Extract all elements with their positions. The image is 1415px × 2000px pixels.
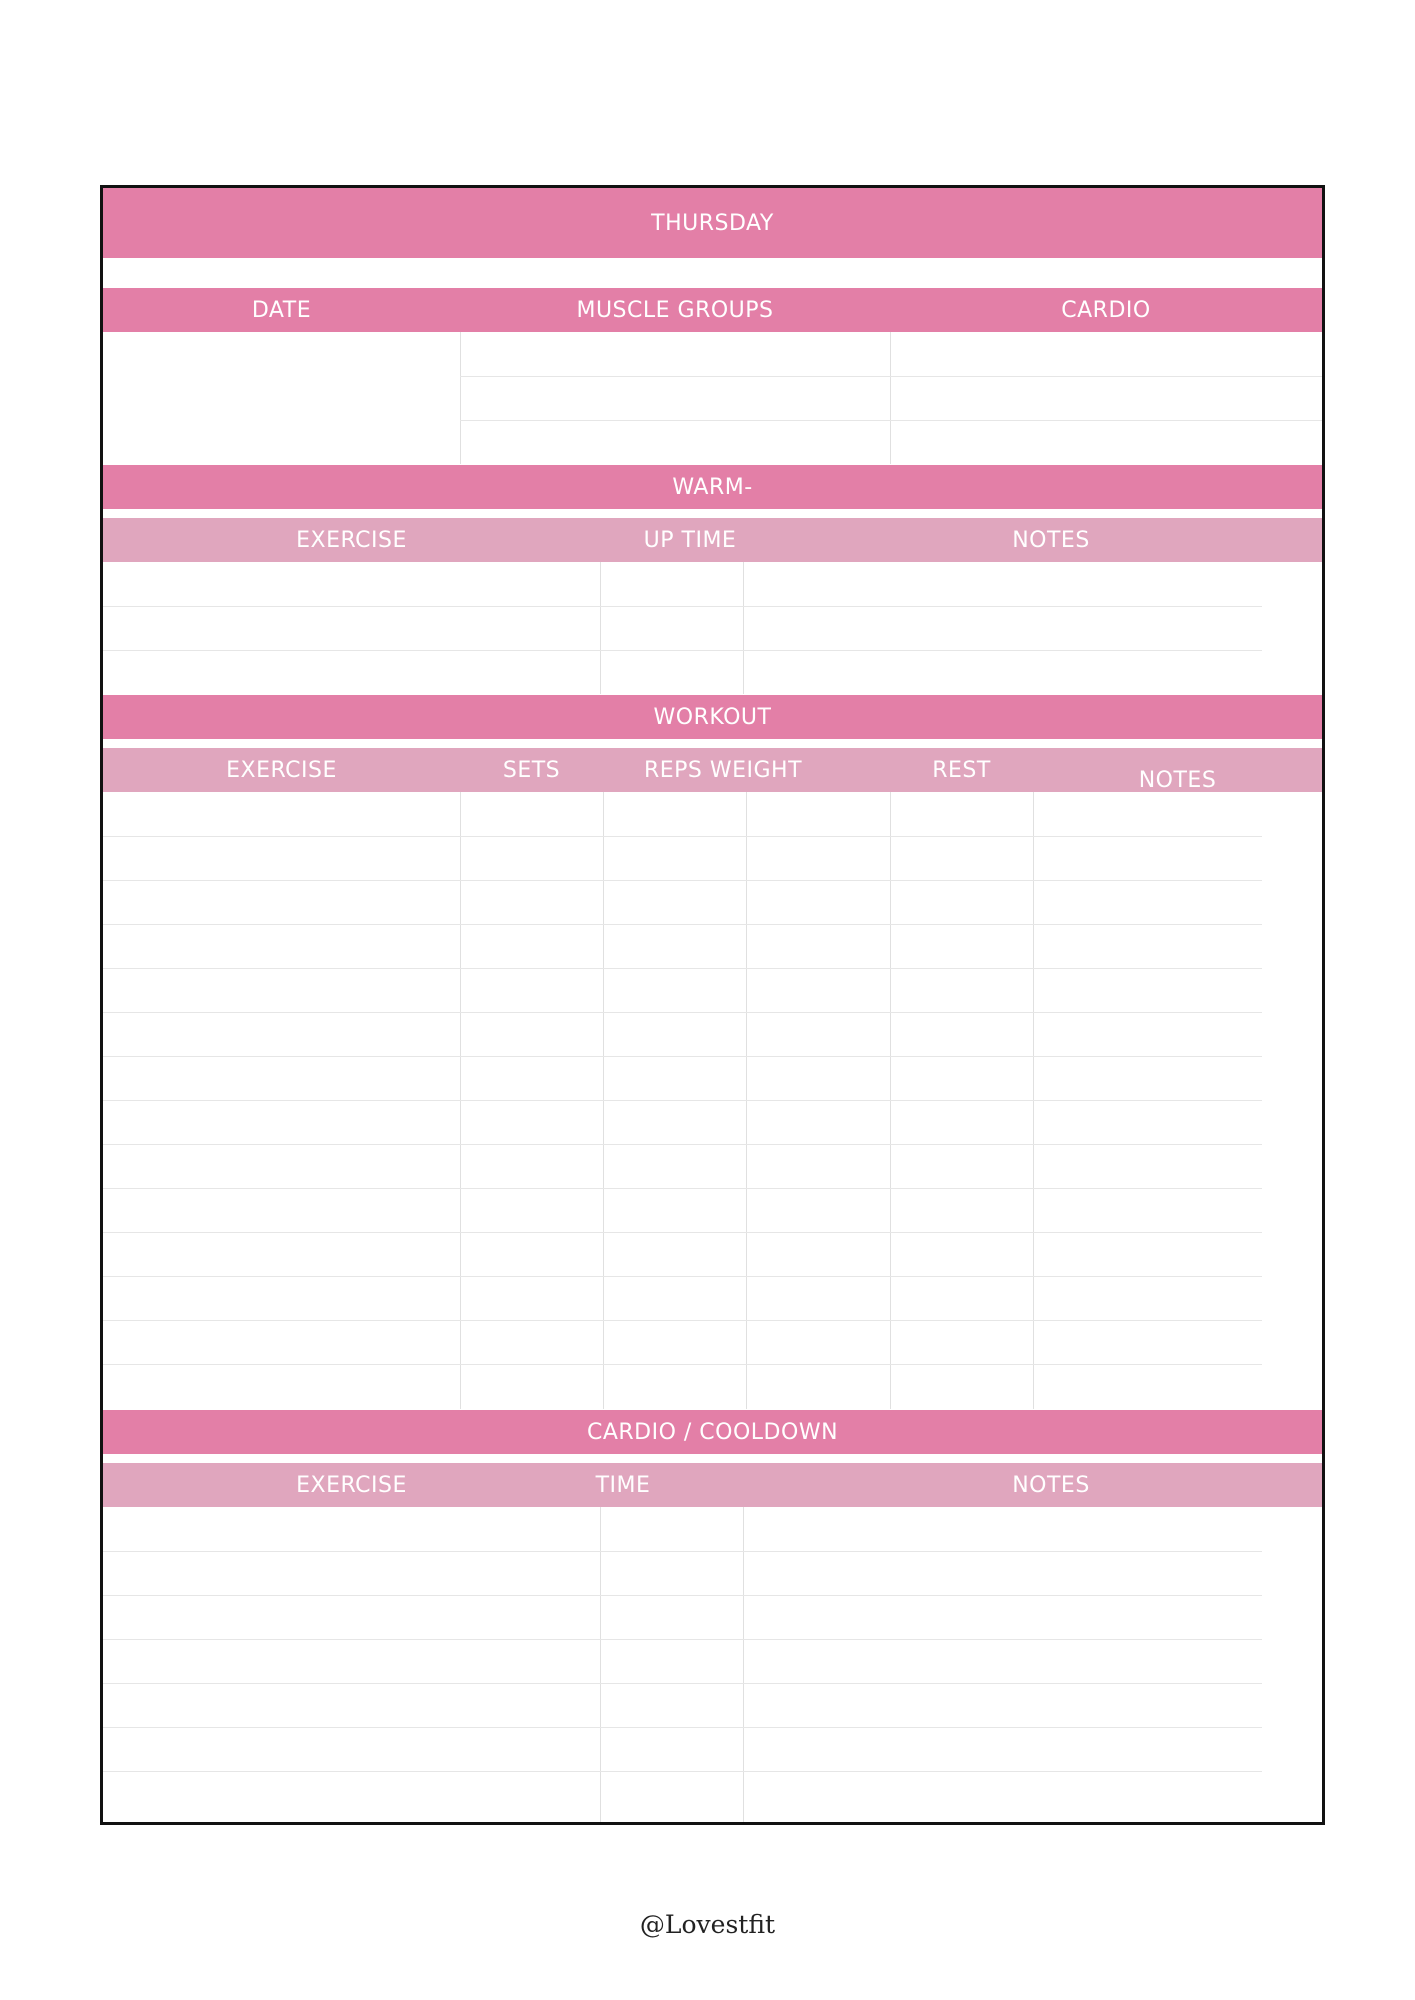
row-line (103, 1364, 1262, 1365)
warmup-grid[interactable] (103, 562, 1322, 694)
row-line (103, 1551, 1262, 1552)
footer-handle: @Lovestfit (639, 1910, 776, 1939)
row-line (103, 1232, 1262, 1233)
cooldown-grid[interactable] (103, 1507, 1322, 1825)
warmup-time-header: UP TIME (643, 527, 737, 553)
row-line (103, 1595, 1262, 1596)
workout-sets-header: SETS (502, 757, 561, 783)
planner-frame (100, 185, 1325, 1825)
info-header-band (103, 288, 1322, 332)
row-line (103, 968, 1262, 969)
warmup-exercise-header: EXERCISE (296, 527, 407, 553)
row-line (103, 650, 1262, 651)
row-line (103, 1771, 1262, 1772)
info-grid[interactable] (103, 332, 1322, 464)
muscle-groups-header: MUSCLE GROUPS (576, 297, 774, 323)
day-title: THURSDAY (651, 210, 774, 236)
row-line (103, 880, 1262, 881)
info-divider (460, 332, 461, 464)
row-line (103, 1144, 1262, 1145)
cardio-header: CARDIO (1061, 297, 1151, 323)
warmup-header-band (103, 518, 1322, 562)
cooldown-time-header: TIME (595, 1472, 651, 1498)
workout-reps-weight-header: REPS WEIGHT (643, 757, 803, 783)
date-header: DATE (251, 297, 312, 323)
warmup-title: WARM- (672, 474, 753, 500)
cooldown-header-band (103, 1463, 1322, 1507)
cooldown-divider (743, 1507, 744, 1825)
cooldown-title-band (103, 1410, 1322, 1454)
row-line (103, 924, 1262, 925)
row-line (103, 1727, 1262, 1728)
workout-notes-header: NOTES (1138, 767, 1217, 793)
row-line (103, 1012, 1262, 1013)
workout-exercise-header: EXERCISE (226, 757, 337, 783)
row-line (103, 1188, 1262, 1189)
warmup-notes-header: NOTES (1012, 527, 1090, 553)
cooldown-title: CARDIO / COOLDOWN (586, 1419, 839, 1445)
row-line (103, 1056, 1262, 1057)
row-line (103, 1683, 1262, 1684)
row-line (103, 606, 1262, 607)
warmup-divider (743, 562, 744, 694)
workout-header-band (103, 748, 1322, 792)
workout-title: WORKOUT (653, 704, 772, 730)
workout-rest-header: REST (932, 757, 991, 783)
cooldown-notes-header: NOTES (1012, 1472, 1090, 1498)
row-line (103, 1276, 1262, 1277)
info-divider (890, 332, 891, 464)
cooldown-exercise-header: EXERCISE (296, 1472, 407, 1498)
info-row-line (460, 376, 1322, 377)
workout-grid[interactable] (103, 792, 1322, 1409)
row-line (103, 1639, 1262, 1640)
warmup-divider (600, 562, 601, 694)
day-title-band (103, 188, 1322, 258)
row-line (103, 1320, 1262, 1321)
cooldown-divider (600, 1507, 601, 1825)
info-row-line (460, 420, 1322, 421)
workout-title-band (103, 695, 1322, 739)
row-line (103, 836, 1262, 837)
warmup-title-band (103, 465, 1322, 509)
row-line (103, 1100, 1262, 1101)
